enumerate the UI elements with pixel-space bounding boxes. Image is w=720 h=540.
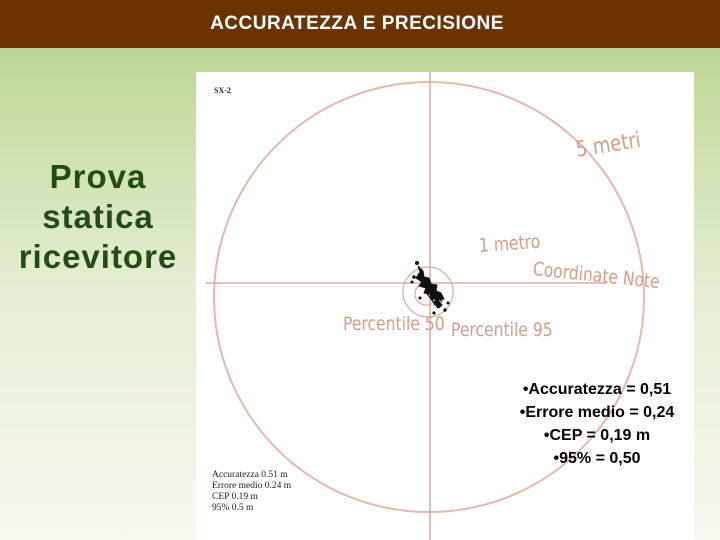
label-percentile-50: Percentile 50: [343, 313, 445, 335]
results-list: [474, 378, 720, 470]
figure-stat-accuracy: Accuratezza 0.51 m: [212, 470, 288, 480]
label-1-metro: 1 metro: [478, 230, 541, 257]
result-mean-error: •Errore medio = 0,24: [519, 404, 675, 421]
label-5-metri: 5 metri: [574, 127, 643, 163]
figure-stat-mean-error: Errore medio 0.24 m: [212, 481, 292, 491]
side-title-line-2: statica: [42, 198, 154, 235]
slide-title: ACCURATEZZA E PRECISIONE: [210, 13, 504, 34]
result-95: •95% = 0,50: [553, 450, 641, 467]
figure-stat-cep: CEP 0.19 m: [212, 492, 258, 502]
figure-id: SX-2: [214, 86, 231, 95]
label-coordinate-note: Coordinate Note: [531, 258, 661, 294]
side-title: [0, 157, 196, 277]
figure-stats: [212, 470, 291, 514]
result-cep: •CEP = 0,19 m: [543, 427, 651, 444]
side-title-line-1: Prova: [49, 158, 147, 195]
side-title-line-3: ricevitore: [18, 238, 178, 275]
result-accuracy: •Accuratezza = 0,51: [522, 381, 672, 398]
label-percentile-95: Percentile 95: [451, 319, 553, 341]
figure-stat-95: 95% 0.5 m: [212, 503, 254, 513]
